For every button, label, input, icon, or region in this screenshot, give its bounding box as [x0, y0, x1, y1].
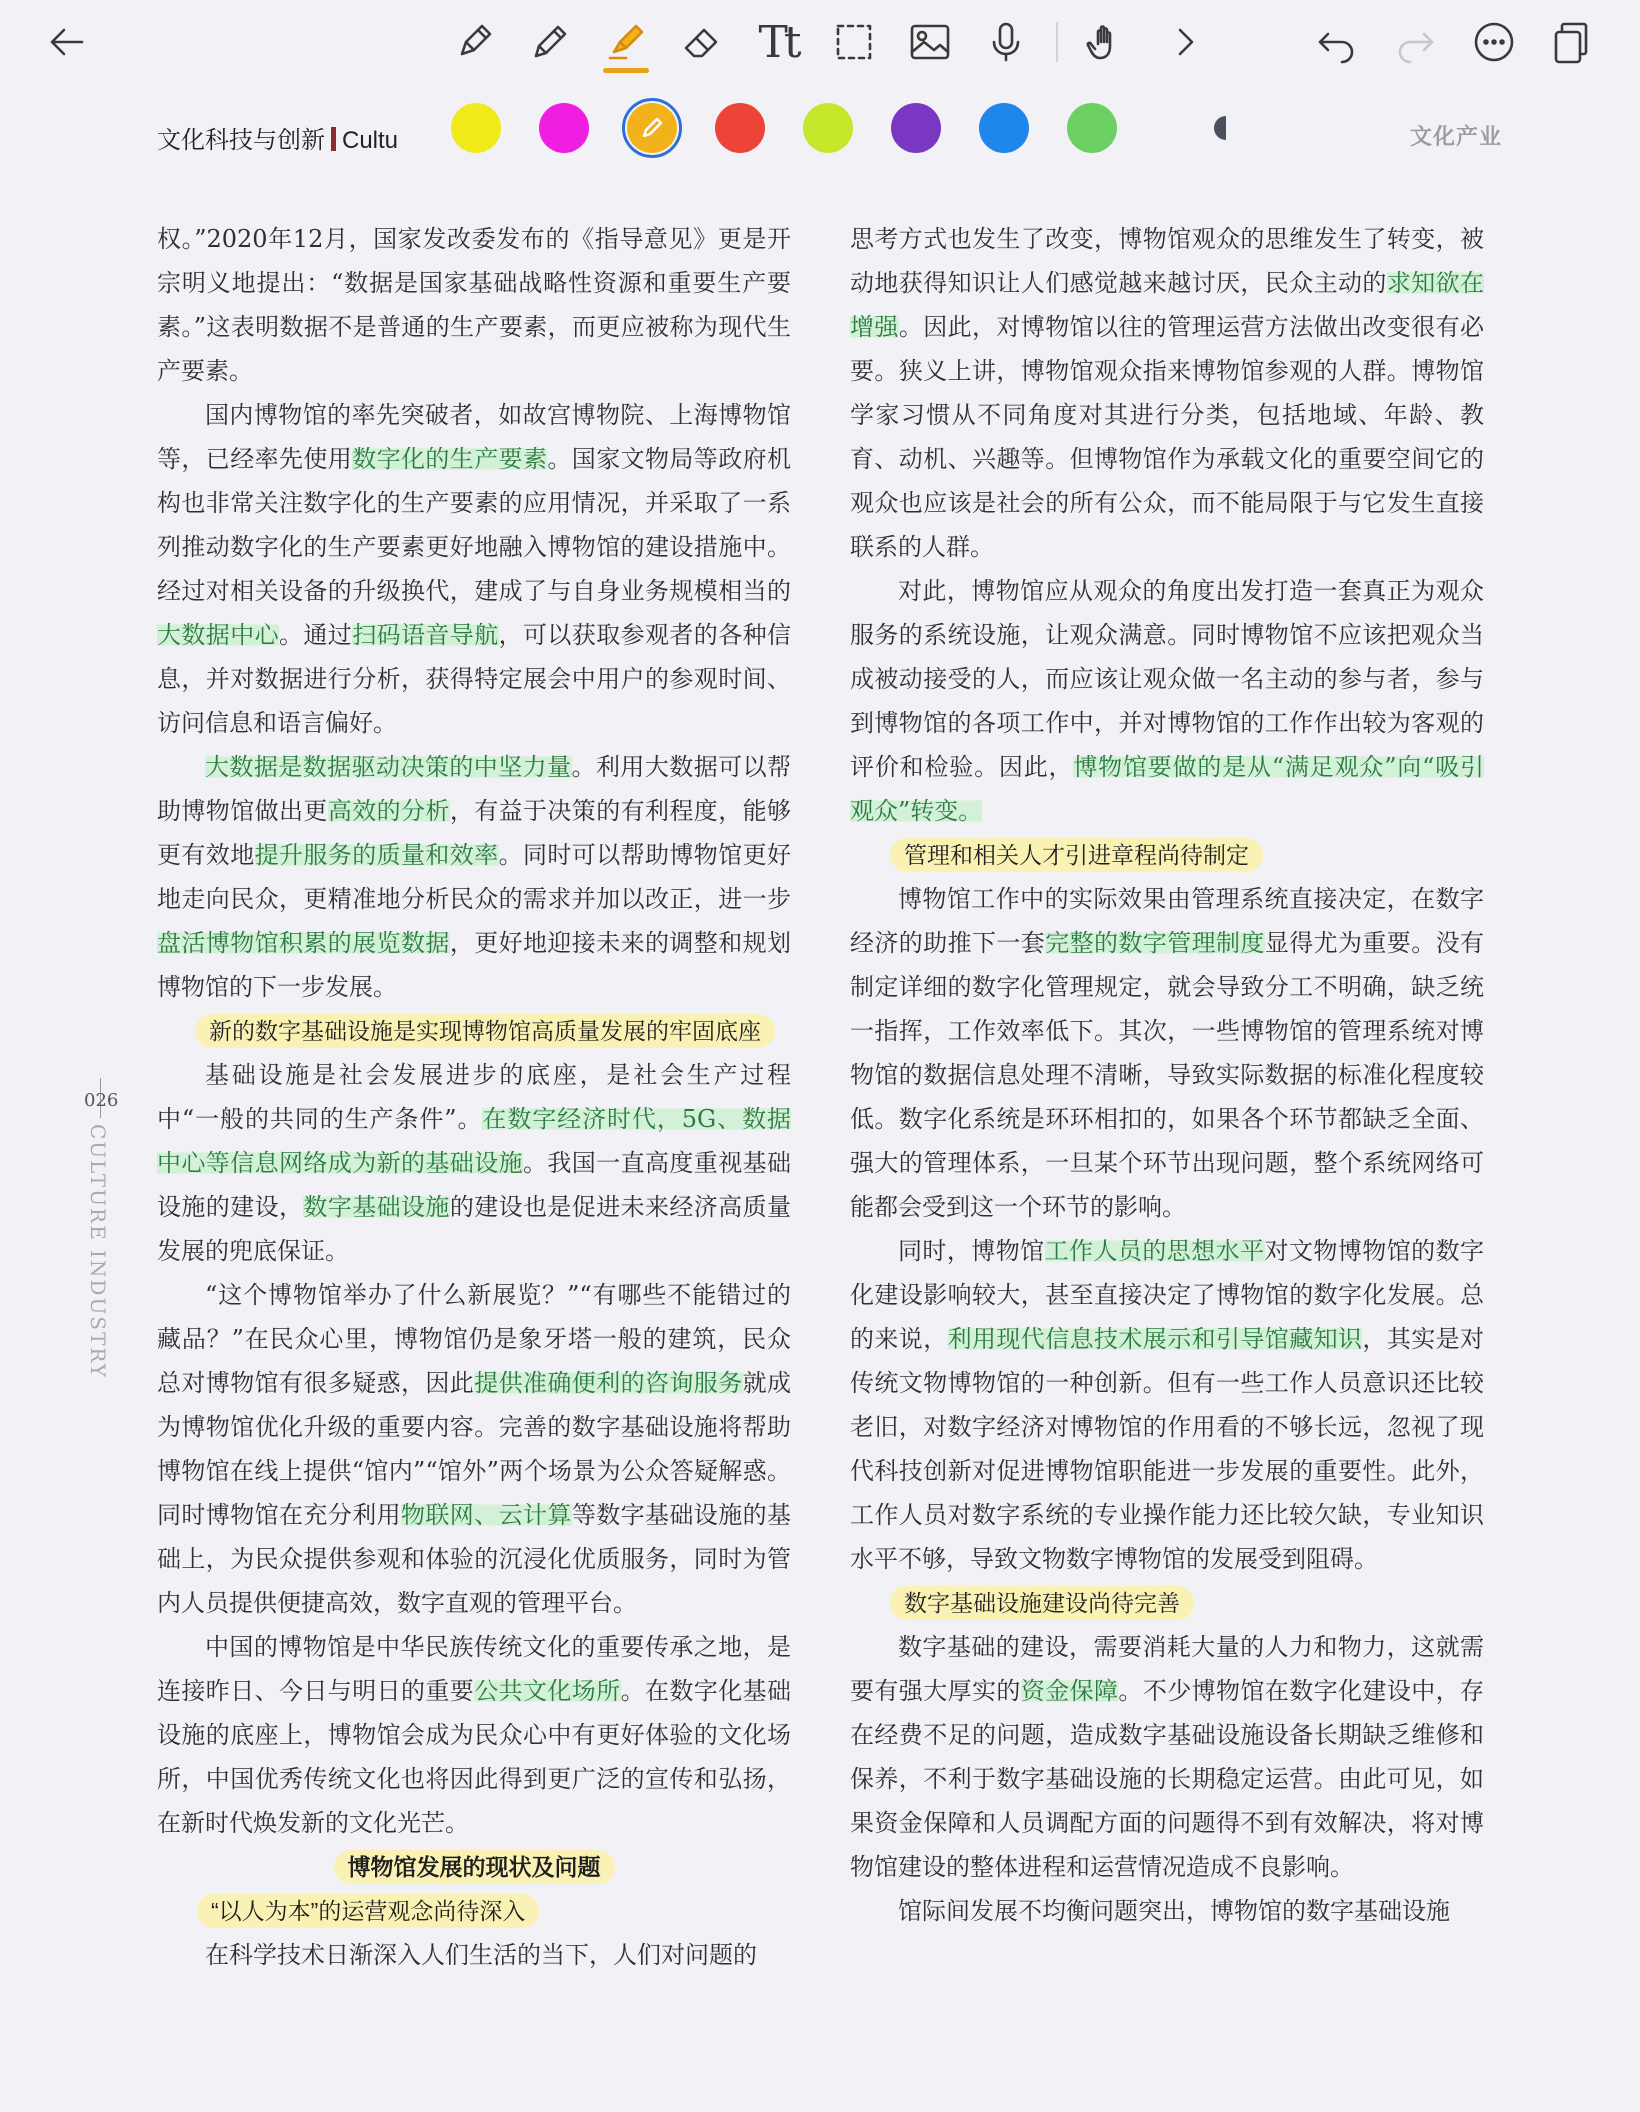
- section-heading: “以人为本”的运营观念尚待深入: [157, 1889, 791, 1933]
- section-heading: 数字基础设施建设尚待完善: [850, 1581, 1484, 1625]
- redo-icon[interactable]: [1386, 12, 1446, 72]
- color-swatch-lime[interactable]: [803, 103, 853, 153]
- highlight: 高效的分析: [327, 797, 450, 825]
- paragraph: 思考方式也发生了改变，博物馆观众的思维发生了转变，被动地获得知识让人们感觉越来越讨厌，民众主动的求知欲在增强。因此，对博物馆以往的管理运营方法做出改变很有必要。狭义上讲，博物馆观众指来博物馆参观的人群。博物馆学家习惯从不同角度对其进行分类，包括地域、年龄、教育、动机、兴趣等。但博物馆作为承载文化的重要空间它的观众也应该是社会的所有公众，而不能局限于与它发生直接联系的人群。: [850, 225, 1485, 561]
- highlight: 工作人员的思想水平: [1044, 1237, 1265, 1265]
- paragraph: 数字基础的建设，需要消耗大量的人力和物力，这就需要有强大厚实的资金保障。不少博物馆在数字化建设中，存在经费不足的问题，造成数字基础设施设备长期缺乏维修和保养，不利于数字基础设施的长期稳定运营。由此可见，如果资金保障和人员调配方面的问题得不到有效解决，将对博物馆建设的整体进程和运营情况造成不良影响。: [850, 1633, 1485, 1881]
- paragraph: 博物馆工作中的实际效果由管理系统直接决定，在数字经济的助推下一套完整的数字管理制度显得尤为重要。没有制定详细的数字化管理规定，就会导致分工不明确，缺乏统一指挥，工作效率低下。其次，一些博物馆的管理系统对博物馆的数据信息处理不清晰，导致实际数据的标准化程度较低。数字化系统是环环相扣的，如果各个环节都缺乏全面、强大的管理体系，一旦某个环节出现问题，整个系统网络可能都会受到这一个环节的影响。: [850, 885, 1485, 1221]
- highlight: 求知欲在增强: [850, 269, 1485, 341]
- highlight: 公共文化场所: [474, 1677, 621, 1705]
- eraser-tool-icon[interactable]: [672, 12, 732, 72]
- paragraph: 在科学技术日渐深入人们生活的当下，人们对问题的: [205, 1941, 757, 1969]
- vertical-section-label: CULTURE INDUSTRY: [86, 1124, 110, 1379]
- paragraph: 基础设施是社会发展进步的底座，是社会生产过程中“一般的共同的生产条件”。在数字经济时代，5G、数据中心等信息网络成为新的基础设施。我国一直高度重视基础设施的建设，数字基础设施的建设也是促进未来经济高质量发展的兜底保证。: [157, 1061, 792, 1265]
- color-swatch-green[interactable]: [1067, 103, 1117, 153]
- paragraph: 大数据是数据驱动决策的中坚力量。利用大数据可以帮助博物馆做出更高效的分析，有益于决策的有利程度，能够更有效地提升服务的质量和效率。同时可以帮助博物馆更好地走向民众，更精准地分析民众的需求并加以改正，进一步盘活博物馆积累的展览数据，更好地迎接未来的调整和规划博物馆的下一步发展。: [157, 753, 792, 1001]
- paragraph: “这个博物馆举办了什么新展览？”“有哪些不能错过的藏品？”在民众心里，博物馆仍是象牙塔一般的建筑，民众总对博物馆有很多疑惑，因此提供准确便利的咨询服务就成为博物馆优化升级的重要内容。完善的数字基础设施将帮助博物馆在线上提供“馆内”“馆外”两个场景为公众答疑解惑。同时博物馆在充分利用物联网、云计算等数字基础设施的基础上，为民众提供参观和体验的沉浸化优质服务，同时为管内人员提供便捷高效，数字直观的管理平台。: [157, 1281, 792, 1617]
- lasso-select-icon[interactable]: [824, 12, 884, 72]
- image-icon[interactable]: [900, 12, 960, 72]
- color-swatch-purple[interactable]: [891, 103, 941, 153]
- highlight: 大数据中心: [157, 621, 279, 649]
- highlight: 数字基础设施: [303, 1193, 450, 1221]
- color-swatch-blue[interactable]: [979, 103, 1029, 153]
- toolbar: [0, 0, 1640, 84]
- highlight: 扫码语音导航: [352, 621, 499, 649]
- highlight: 完整的数字管理制度: [1045, 929, 1265, 957]
- section-heading: 管理和相关人才引进章程尚待制定: [850, 833, 1484, 877]
- color-swatch-red[interactable]: [715, 103, 765, 153]
- toolbar-separator: [1056, 22, 1058, 62]
- paragraph: 权。”2020年12月，国家发改委发布的《指导意见》更是开宗明义地提出：“数据是国家基础战略性资源和重要生产要素。”这表明数据不是普通的生产要素，而更应被称为现代生产要素。: [157, 225, 791, 385]
- section-title: 文化产业: [1409, 124, 1502, 150]
- page-number: 026: [84, 1090, 119, 1111]
- color-swatch-orange[interactable]: [627, 103, 677, 153]
- chevron-right-icon[interactable]: [1156, 12, 1216, 72]
- text-tool-icon[interactable]: Tt: [758, 16, 798, 68]
- active-tool-indicator: [603, 68, 649, 73]
- pencil-tool-icon[interactable]: [520, 12, 580, 72]
- highlight: 数字化的生产要素: [352, 445, 548, 473]
- highlight: 博物馆要做的是从“满足观众”向“吸引观众”转变。: [850, 753, 1485, 825]
- highlight: 利用现代信息技术展示和引导馆藏知识: [947, 1325, 1363, 1353]
- highlight: 物联网、云计算: [401, 1501, 572, 1529]
- color-swatch-yellow[interactable]: [451, 103, 501, 153]
- more-options-icon[interactable]: [1464, 12, 1524, 72]
- back-arrow-icon[interactable]: [36, 12, 96, 72]
- paragraph: 对此，博物馆应从观众的角度出发打造一套真正为观众服务的系统设施，让观众满意。同时博物馆不应该把观众当成被动接受的人，而应该让观众做一名主动的参与者，参与到博物馆的各项工作中，并对博物馆的工作作出较为客观的评价和检验。因此，博物馆要做的是从“满足观众”向“吸引观众”转变。: [850, 577, 1485, 825]
- touch-hand-icon[interactable]: [1076, 12, 1136, 72]
- highlight: 在数字经济时代，5G、数据中心等信息网络成为新的基础设施: [157, 1105, 791, 1177]
- section-heading: 新的数字基础设施是实现博物馆高质量发展的牢固底座: [157, 1009, 791, 1053]
- paragraph: 馆际间发展不均衡问题突出，博物馆的数字基础设施: [898, 1897, 1450, 1925]
- left-text-column: [157, 217, 791, 1977]
- pen-tool-icon[interactable]: [444, 12, 504, 72]
- chapter-heading: 博物馆发展的现状及问题: [157, 1845, 791, 1889]
- highlight: 大数据是数据驱动决策的中坚力量: [205, 753, 572, 781]
- microphone-icon[interactable]: [976, 12, 1036, 72]
- paragraph: 中国的博物馆是中华民族传统文化的重要传承之地，是连接昨日、今日与明日的重要公共文化场所。在数字化基础设施的底座上，博物馆会成为民众心中有更好体验的文化场所，中国优秀传统文化也将因此得到更广泛的宣传和弘扬，在新时代焕发新的文化光芒。: [157, 1633, 792, 1837]
- paragraph: 国内博物馆的率先突破者，如故宫博物院、上海博物馆等，已经率先使用数字化的生产要素。国家文物局等政府机构也非常关注数字化的生产要素的应用情况，并采取了一系列推动数字化的生产要素更好地融入博物馆的建设措施中。经过对相关设备的升级换代，建成了与自身业务规模相当的大数据中心。通过扫码语音导航，可以获取参观者的各种信息，并对数据进行分析，获得特定展会中用户的参观时间、访问信息和语言偏好。: [157, 401, 792, 737]
- highlight: 盘活博物馆积累的展览数据: [157, 929, 450, 957]
- color-swatch-magenta[interactable]: [539, 103, 589, 153]
- highlight: 提升服务的质量和效率: [254, 841, 499, 869]
- paragraph: 同时，博物馆工作人员的思想水平对文物博物馆的数字化建设影响较大，甚至直接决定了博物馆的数字化发展。总的来说，利用现代信息技术展示和引导馆藏知识，其实是对传统文物博物馆的一种创新。但有一些工作人员意识还比较老旧，对数字经济对博物馆的作用看的不够长远，忽视了现代科技创新对促进博物馆职能进一步发展的重要性。此外，工作人员对数字系统的专业操作能力还比较欠缺，专业知识水平不够，导致文物数字博物馆的发展受到阻碍。: [850, 1237, 1485, 1573]
- highlighter-tool-icon[interactable]: [596, 12, 656, 72]
- running-title: 文化科技与创新 Cultu: [157, 127, 399, 154]
- pages-icon[interactable]: [1540, 12, 1600, 72]
- undo-icon[interactable]: [1306, 12, 1366, 72]
- pencil-icon: [639, 115, 665, 141]
- opacity-drop-icon[interactable]: [1206, 114, 1230, 142]
- highlight: 提供准确便利的咨询服务: [474, 1369, 743, 1397]
- right-text-column: [850, 217, 1484, 1933]
- highlight: 资金保障: [1020, 1677, 1119, 1705]
